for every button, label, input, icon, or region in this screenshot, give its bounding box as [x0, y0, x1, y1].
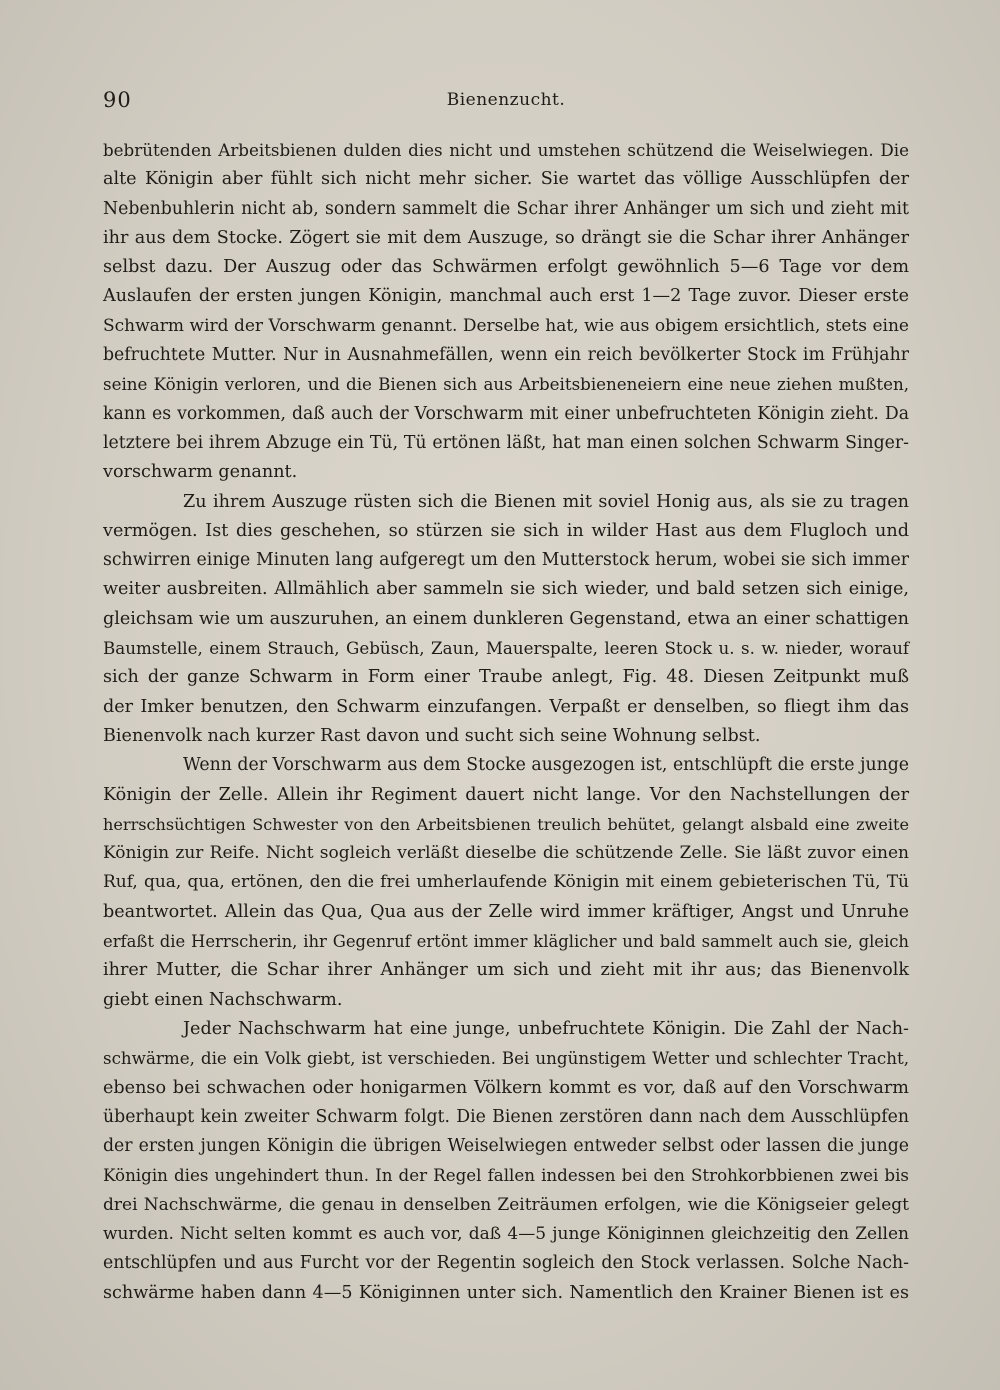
text-line: gleichsam wie um auszuruhen, an einem dunkleren Gegenstand, etwa an einer schattigen: [103, 608, 909, 629]
text-line: schwirren einige Minuten lang aufgeregt um den Mutterstock herum, wobei sie sich immer: [103, 550, 909, 571]
text-line: letztere bei ihrem Abzuge ein Tü, Tü ertönen läßt, hat man einen solchen Schwarm Singer-: [103, 432, 909, 453]
text-line: weiter ausbreiten. Allmählich aber sammeln sie sich wieder, und bald setzen sich einige,: [103, 579, 909, 600]
text-line: schwärme haben dann 4—5 Königinnen unter sich. Namentlich den Krainer Bienen ist es: [103, 1282, 909, 1303]
paragraph: [103, 488, 909, 752]
running-title: Bienenzucht.: [446, 90, 566, 110]
page-header: [103, 88, 909, 118]
text-line: Nebenbuhlerin nicht ab, sondern sammelt die Schar ihrer Anhänger um sich und zieht mit: [103, 198, 909, 219]
text-line: Königin dies ungehindert thun. In der Regel fallen indessen bei den Strohkorbbienen zwei bis: [103, 1165, 909, 1186]
text-line: ihrer Mutter, die Schar ihrer Anhänger um sich und zieht mit ihr aus; das Bienenvolk: [103, 960, 909, 981]
text-line: befruchtete Mutter. Nur in Ausnahmefällen, wenn ein reich bevölkerter Stock im Frühjahr: [103, 345, 909, 366]
text-line: sich der ganze Schwarm in Form einer Traube anlegt, Fig. 48. Diesen Zeitpunkt muß: [103, 667, 909, 688]
text-line: beantwortet. Allein das Qua, Qua aus der Zelle wird immer kräftiger, Angst und Unruhe: [103, 901, 909, 922]
text-line: der ersten jungen Königin die übrigen Weiselwiegen entweder selbst oder lassen die junge: [103, 1136, 909, 1157]
body-text: [103, 136, 909, 1308]
text-line: bebrütenden Arbeitsbienen dulden dies nicht und umstehen schützend die Weiselwiegen. Die: [103, 140, 909, 160]
text-line: wurden. Nicht selten kommt es auch vor, daß 4—5 junge Königinnen gleichzeitig den Zellen: [103, 1223, 909, 1244]
text-line: Baumstelle, einem Strauch, Gebüsch, Zaun, Mauerspalte, leeren Stock u. s. w. nieder, worauf: [103, 638, 909, 659]
text-line: Wenn der Vorschwarm aus dem Stocke ausgezogen ist, entschlüpft die erste junge: [183, 755, 909, 776]
text-line: entschlüpfen und aus Furcht vor der Regentin sogleich den Stock verlassen. Solche Nach-: [103, 1253, 909, 1274]
text-line: vorschwarm genannt.: [103, 462, 298, 483]
text-line: vermögen. Ist dies geschehen, so stürzen sie sich in wilder Hast aus dem Flugloch und: [103, 520, 909, 541]
text-line: Auslaufen der ersten jungen Königin, manchmal auch erst 1—2 Tage zuvor. Dieser erste: [103, 286, 909, 307]
text-line: seine Königin verloren, und die Bienen sich aus Arbeitsbieneneiern eine neue ziehen mußten,: [103, 374, 909, 395]
text-line: überhaupt kein zweiter Schwarm folgt. Die Bienen zerstören dann nach dem Ausschlüpfen: [103, 1106, 909, 1127]
page-number: 90: [103, 88, 132, 112]
paragraph: [103, 1015, 909, 1308]
text-line: erfaßt die Herrscherin, ihr Gegenruf ertönt immer kläglicher und bald sammelt auch sie, gleich: [103, 932, 909, 952]
paragraph: [103, 136, 909, 488]
text-line: Ruf, qua, qua, ertönen, den die frei umherlaufende Königin mit einem gebieterischen Tü, Tü: [103, 872, 909, 893]
text-line: schwärme, die ein Volk giebt, ist verschieden. Bei ungünstigem Wetter und schlechter Tracht,: [103, 1048, 909, 1069]
text-line: ihr aus dem Stocke. Zögert sie mit dem Auszuge, so drängt sie die Schar ihrer Anhänger: [103, 227, 909, 248]
text-line: Königin der Zelle. Allein ihr Regiment dauert nicht lange. Vor den Nachstellungen der: [103, 784, 909, 805]
text-line: Schwarm wird der Vorschwarm genannt. Derselbe hat, wie aus obigem ersichtlich, stets eine: [103, 315, 909, 336]
text-line: drei Nachschwärme, die genau in denselben Zeiträumen erfolgen, wie die Königseier gelegt: [103, 1194, 909, 1215]
text-line: Zu ihrem Auszuge rüsten sich die Bienen mit soviel Honig aus, als sie zu tragen: [183, 491, 909, 512]
text-line: Bienenvolk nach kurzer Rast davon und sucht sich seine Wohnung selbst.: [103, 725, 761, 746]
text-line: herrschsüchtigen Schwester von den Arbeitsbienen treulich behütet, gelangt alsbald eine zweite: [103, 814, 909, 834]
text-line: giebt einen Nachschwarm.: [103, 989, 343, 1010]
text-line: ebenso bei schwachen oder honigarmen Völkern kommt es vor, daß auf den Vorschwarm: [103, 1077, 909, 1098]
text-line: alte Königin aber fühlt sich nicht mehr sicher. Sie wartet das völlige Ausschlüpfen der: [103, 169, 909, 190]
text-line: Königin zur Reife. Nicht sogleich verläßt dieselbe die schützende Zelle. Sie läßt zuvor einen: [103, 843, 909, 864]
text-line: selbst dazu. Der Auszug oder das Schwärmen erfolgt gewöhnlich 5—6 Tage vor dem: [103, 257, 909, 278]
paragraph: [103, 751, 909, 1015]
text-line: kann es vorkommen, daß auch der Vorschwarm mit einer unbefruchteten Königin zieht. Da: [103, 403, 909, 424]
text-line: der Imker benutzen, den Schwarm einzufangen. Verpaßt er denselben, so fliegt ihm das: [103, 696, 909, 717]
text-line: Jeder Nachschwarm hat eine junge, unbefruchtete Königin. Die Zahl der Nach-: [183, 1018, 909, 1039]
